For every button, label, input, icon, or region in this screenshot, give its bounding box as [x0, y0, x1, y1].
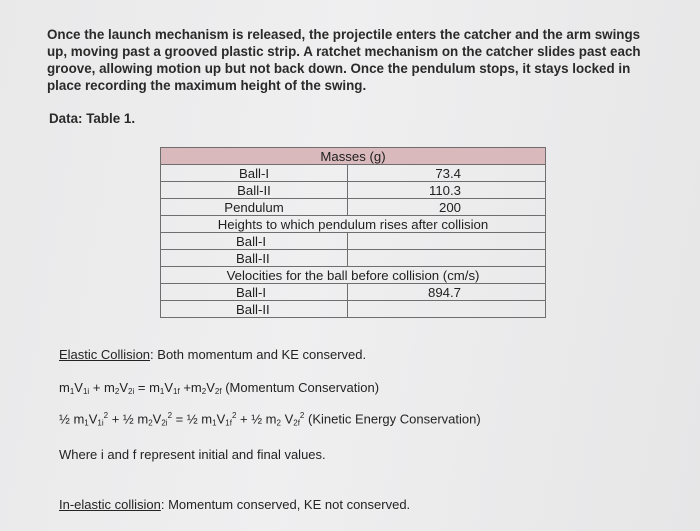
velocities-header: Velocities for the ball before collision (cm/s) [161, 267, 546, 284]
height-name: Ball-II [161, 250, 348, 267]
mass-value: 73.4 [348, 165, 546, 182]
table-row [161, 267, 546, 284]
velocity-value [348, 301, 546, 318]
elastic-collision-line [59, 347, 366, 362]
table-row [161, 165, 546, 182]
data-table [160, 147, 546, 318]
mass-value: 200 [348, 199, 546, 216]
mass-name: Ball-II [161, 182, 348, 199]
height-value [348, 250, 546, 267]
velocity-value: 894.7 [348, 284, 546, 301]
table-header-row [161, 148, 546, 165]
table-row [161, 250, 546, 267]
masses-header: Masses (g) [161, 148, 546, 165]
table-row [161, 284, 546, 301]
energy-label: (Kinetic Energy Conservation) [304, 411, 481, 427]
inelastic-collision-line [59, 497, 410, 512]
intro-paragraph: Once the launch mechanism is released, the projectile enters the catcher and the arm swings up, moving past a grooved plastic strip. A ratchet mechanism on the catcher slides past each groove, allowing motion up but not back down. Once the pendulum stops, it stays locked in place recording the maximum height of the swing. [47, 27, 641, 93]
mass-name: Pendulum [161, 199, 348, 216]
inelastic-collision-title: In-elastic collision [59, 497, 161, 512]
momentum-equation: $m_1V_{1i} + m_2V_{2i} = m_1V_{1f} +m_2V_{2f}$ (Momentum Conservation) [59, 380, 380, 396]
inelastic-collision-desc: : Momentum conserved, KE not conserved. [160, 497, 411, 512]
table-row [161, 182, 546, 199]
heights-header: Heights to which pendulum rises after collision [161, 216, 546, 233]
data-label: Data: Table 1. [49, 111, 136, 126]
elastic-collision-title: Elastic Collision [59, 347, 151, 362]
velocity-name: Ball-II [161, 301, 348, 318]
energy-equation: ½ $m_1V_{1i}^2$ + ½ $m_2V_{2i}^2$ = ½ $m_1V_{1f}^2$ + ½ $m_2$ $V_{2f}^2$ (Kinetic Energy Conservation) [59, 411, 481, 428]
elastic-collision-desc: : Both momentum and KE conserved. [150, 347, 367, 362]
mass-name: Ball-I [161, 165, 348, 182]
where-line: Where i and f represent initial and final values. [59, 447, 326, 462]
table-row [161, 199, 546, 216]
height-value [348, 233, 546, 250]
table-row [161, 216, 546, 233]
momentum-label: (Momentum Conservation) [225, 380, 380, 395]
velocity-name: Ball-I [161, 284, 348, 301]
table-row [161, 301, 546, 318]
mass-value: 110.3 [348, 182, 546, 199]
height-name: Ball-I [161, 233, 348, 250]
table-row [161, 233, 546, 250]
